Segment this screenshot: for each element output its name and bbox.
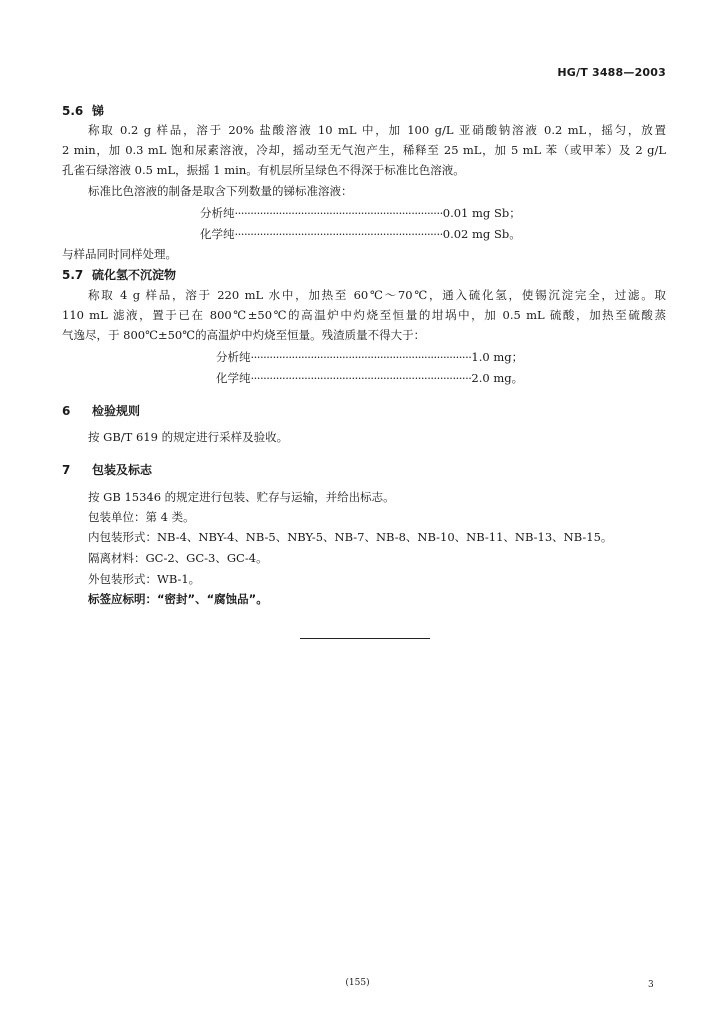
- paragraph-line: 按 GB 15346 的规定进行包装、贮存与运输，并给出标志。: [88, 490, 395, 504]
- paragraph-line: 称取 4 g 样品，溶于 220 mL 水中，加热至 60℃～70℃，通入硫化氢，使锡沉淀完全，过滤。取: [88, 288, 666, 302]
- section-6-heading: [62, 402, 140, 419]
- page-number: 3: [648, 980, 654, 990]
- paragraph-line: 按 GB/T 619 的规定进行采样及验收。: [88, 430, 289, 444]
- paragraph-line: 110 mL 滤液，置于已在 800℃±50℃的高温炉中灼烧至恒量的坩埚中，加 0.5 mL 硫酸，加热至硫酸蒸: [62, 308, 666, 322]
- leader-dots: ··································································: [234, 227, 443, 241]
- section-title: 检验规则: [92, 404, 141, 418]
- end-rule: [300, 638, 430, 639]
- standard-number: HG/T 3488—2003: [557, 66, 666, 79]
- label-requirement: 标签应标明：“密封”、“腐蚀品”。: [88, 592, 268, 606]
- spec-label: 分析纯: [216, 350, 251, 364]
- paragraph-line: 内包装形式：NB-4、NBY-4、NB-5、NBY-5、NB-7、NB-8、NB-10、NB-11、NB-13、NB-15。: [88, 530, 613, 544]
- spec-label: 分析纯: [200, 206, 235, 220]
- section-5-7-heading: [62, 266, 176, 283]
- spec-label: 化学纯: [216, 371, 251, 385]
- paragraph-line: 孔雀石绿溶液 0.5 mL，振摇 1 min。有机层所呈绿色不得深于标准比色溶液。: [62, 163, 465, 177]
- paragraph-line: 2 min，加 0.3 mL 饱和尿素溶液，冷却，摇动至无气泡产生，稀释至 25 mL，加 5 mL 苯（或甲苯）及 2 g/L: [62, 143, 666, 157]
- section-number: 6: [62, 404, 71, 418]
- spec-value: 1.0 mg；: [471, 350, 524, 364]
- section-number: 5.7: [62, 268, 84, 282]
- section-title: 硫化氢不沉淀物: [92, 268, 177, 282]
- spec-value: 0.02 mg Sb。: [442, 227, 521, 241]
- spec-label: 化学纯: [200, 227, 235, 241]
- folio-number: (155): [345, 978, 370, 988]
- leader-dots: ··································································: [234, 206, 443, 220]
- section-title: 包装及标志: [92, 463, 153, 477]
- spec-row: [200, 226, 521, 242]
- paragraph-line: 标准比色溶液的制备是取含下列数量的锑标准溶液：: [88, 184, 353, 198]
- paragraph-line: 包装单位：第 4 类。: [88, 510, 195, 524]
- paragraph-line: 与样品同时同样处理。: [62, 247, 177, 261]
- leader-dots: ······································································: [250, 350, 472, 364]
- section-5-6-heading: [62, 102, 104, 119]
- section-7-heading: [62, 461, 152, 478]
- paragraph-line: 隔离材料：GC-2、GC-3、GC-4。: [88, 551, 268, 565]
- spec-value: 0.01 mg Sb；: [442, 206, 521, 220]
- section-number: 5.6: [62, 104, 84, 118]
- spec-row: [216, 370, 523, 386]
- section-title: 锑: [92, 104, 105, 118]
- paragraph-line: 称取 0.2 g 样品，溶于 20% 盐酸溶液 10 mL 中，加 100 g/L 亚硝酸钠溶液 0.2 mL，摇匀，放置: [88, 123, 666, 137]
- section-number: 7: [62, 463, 71, 477]
- leader-dots: ······································································: [250, 371, 472, 385]
- spec-row: [200, 205, 521, 221]
- paragraph-line: 气逸尽，于 800℃±50℃的高温炉中灼烧至恒量。残渣质量不得大于：: [62, 328, 426, 342]
- paragraph-line: 外包装形式：WB-1。: [88, 572, 201, 586]
- spec-row: [216, 349, 523, 365]
- spec-value: 2.0 mg。: [471, 371, 524, 385]
